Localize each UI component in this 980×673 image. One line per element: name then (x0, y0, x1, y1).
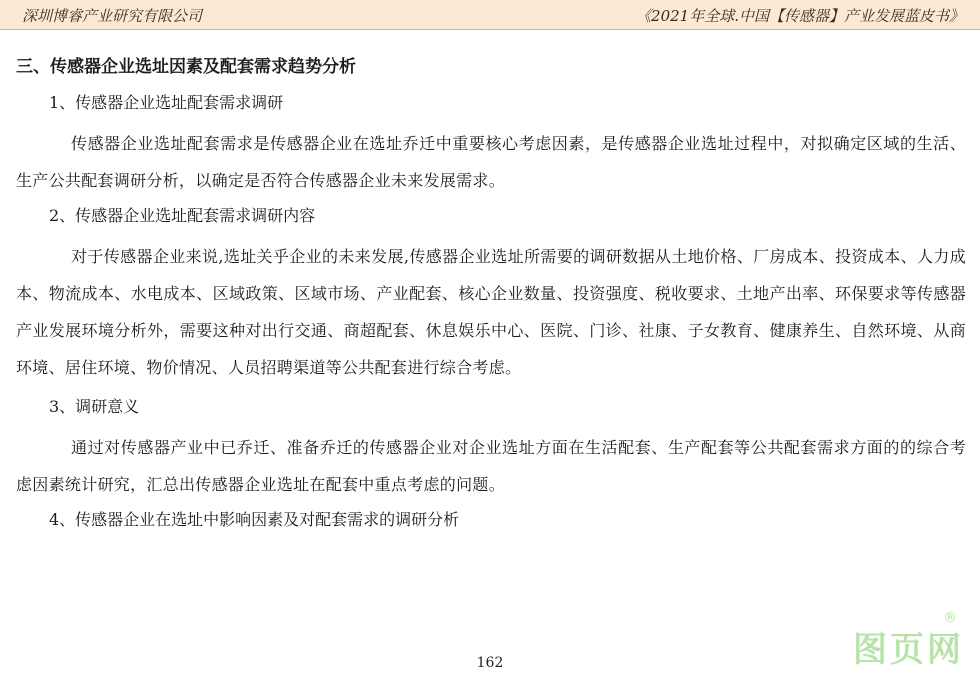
watermark-text: 图页网 (853, 630, 964, 670)
subheading-2: 2、传感器企业选址配套需求调研内容 (49, 206, 316, 225)
paragraph-3: 通过对传感器产业中已乔迁、准备乔迁的传感器企业对企业选址方面在生活配套、生产配套等公共配套需求方面的的综合考虑因素统计研究，汇总出传感器企业选址在配套中重点考虑的问题。 (16, 438, 966, 494)
subheading-3: 3、调研意义 (49, 397, 140, 416)
header-company: 深圳博睿产业研究有限公司 (22, 7, 203, 25)
subheading-4: 4、传感器企业在选址中影响因素及对配套需求的调研分析 (49, 510, 460, 529)
paragraph-2: 对于传感器企业来说,选址关乎企业的未来发展,传感器企业选址所需要的调研数据从土地价格、厂房成本、投资成本、人力成本、物流成本、水电成本、区域政策、区域市场、产业配套、核心企业数量、投资强度、税收要求、土地产出率、环保要求等传感器产业发展环境分析外，需要这种对出行交通、商超配套、休息娱乐中心、医院、门诊、社康、子女教育、健康养生、自然环境、从商环境、居住环境、物价情况、人员招聘渠道等公共配套进行综合考虑。 (16, 247, 966, 377)
paragraph-1: 传感器企业选址配套需求是传感器企业在选址乔迁中重要核心考虑因素，是传感器企业选址过程中，对拟确定区域的生活、生产公共配套调研分析，以确定是否符合传感器企业未来发展需求。 (16, 134, 966, 190)
subheading-1: 1、传感器企业选址配套需求调研 (49, 93, 284, 112)
page-header (0, 0, 980, 30)
registered-mark: ® (943, 610, 960, 626)
document-body (16, 52, 966, 542)
page-number: 162 (476, 655, 504, 671)
header-book-title: 《2021年全球.中国【传感器】产业发展蓝皮书》 (636, 7, 964, 25)
section-title: 三、传感器企业选址因素及配套需求趋势分析 (16, 57, 356, 77)
watermark-logo (853, 610, 964, 671)
